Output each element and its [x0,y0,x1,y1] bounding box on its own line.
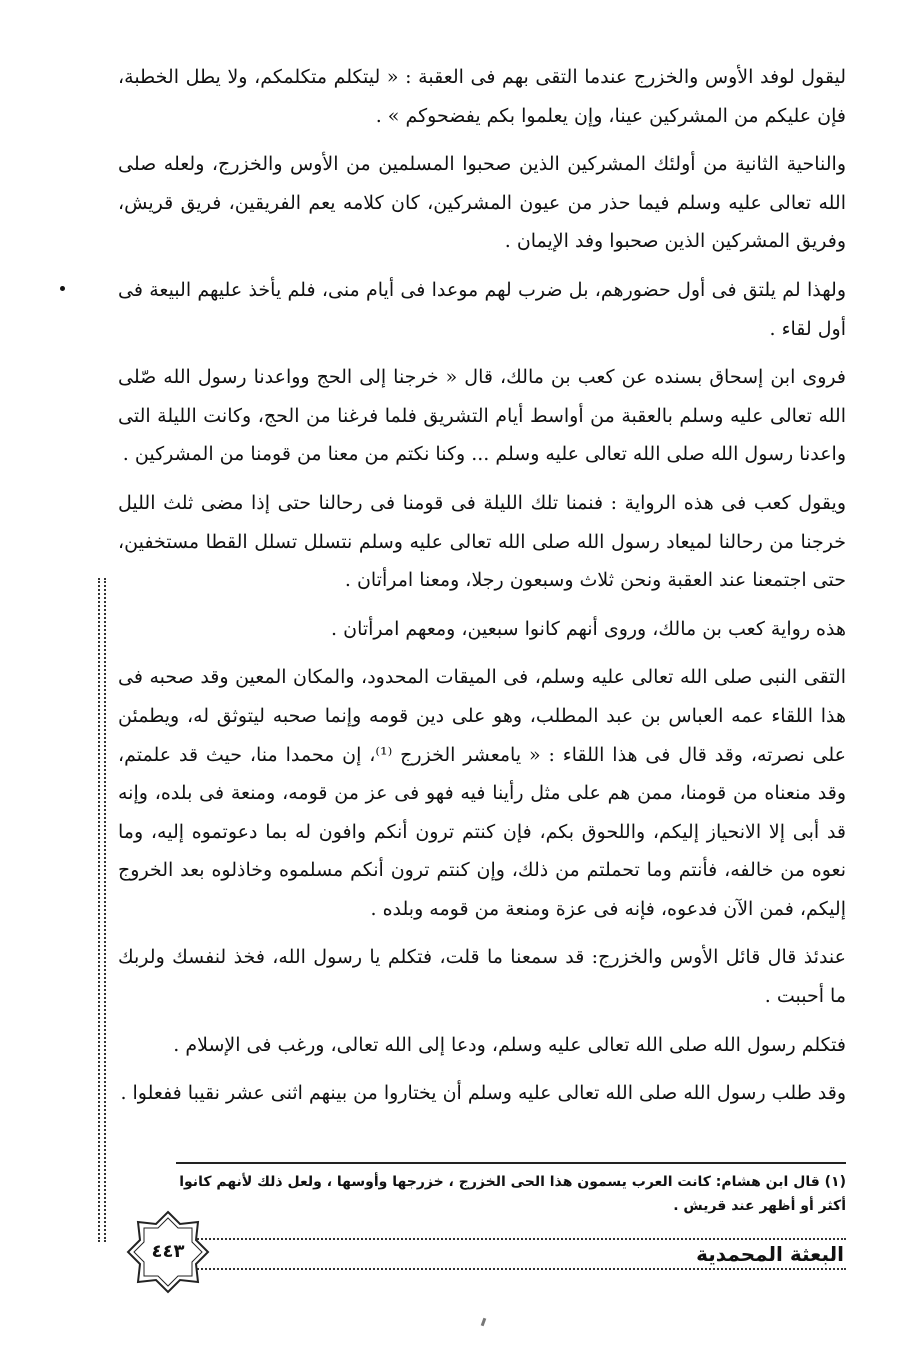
paragraph: فتكلم رسول الله صلى الله تعالى عليه وسلم، ودعا إلى الله تعالى، ورغب فى الإسلام . [173,1033,846,1056]
paragraph: ويقول كعب فى هذه الرواية : فنمنا تلك الليلة فى قومنا فى رحالنا حتى إذا مضى ثلث الليل خرجنا من رحالنا لميعاد رسول الله صلى الله تعالى عليه وسلم نتسلل تسلل القطا مستخفين، حتى اجتمعنا عند العقبة ونحن ثلاث وسبعون رجلا، ومعنا امرأتان . [118,491,846,592]
stray-ink-mark [481,1318,487,1327]
body-text [118,58,846,1123]
paragraph: هذه رواية كعب بن مالك، وروى أنهم كانوا سبعين، ومعهم امرأتان . [331,617,846,640]
paragraph: ليقول لوفد الأوس والخزرج عندما التقى بهم فى العقبة : « ليتكلم متكلمكم، ولا يطل الخطبة، فإن عليكم من المشركين عينا، وإن يعلموا بكم يفضحوكم » . [118,66,846,127]
paragraph: التقى النبى صلى الله تعالى عليه وسلم، فى الميقات المحدود، والمكان المعين وقد صحبه فى هذا اللقاء عمه العباس بن عبد المطلب، وهو على دين قومه وإنما صحبه ليتوثق له، ويطمئن على نصرته، وقد قال فى هذا اللقاء : « يامعشر الخزرج ⁽¹⁾، إن محمدا منا، حيث قد علمتم، وقد منعناه من قومنا، ممن هم على مثل رأينا فيه فهو فى عز من قومه، ومنعة فى بلده، وإنه قد أبى إلا الانحياز إليكم، واللحوق بكم، فإن كنتم ترون أنكم وافون له بما دعوتموه إليه، وما نعوه من خالفه، فأنتم وما تحملتم من ذلك، وإن كنتم ترون أنكم مسلموه وخاذلوه بعد الخروج إليكم، فمن الآن فدعوه، فإنه فى عزة ومنعة من قومه وبلده . [118,666,846,920]
footer-divider-bottom [194,1268,846,1270]
paragraph: ولهذا لم يلتق فى أول حضورهم، بل ضرب لهم موعدا فى أيام منى، فلم يأخذ عليهم البيعة فى أول لقاء . [118,278,846,340]
footnote-divider [176,1162,846,1164]
stray-ink-dot [60,286,65,291]
footnote: (١) قال ابن هشام: كانت العرب يسمون هذا الحى الخزرج ، خزرجها وأوسها ، ولعل ذلك لأنهم كانوا أكثر أو أظهر عند قريش . [179,1174,846,1214]
paragraph: عندئذ قال قائل الأوس والخزرج: قد سمعنا ما قلت، فتكلم يا رسول الله، فخذ لنفسك ولربك ما أحببت . [118,946,846,1008]
paragraph: فروى ابن إسحاق بسنده عن كعب بن مالك، قال « خرجنا إلى الحج وواعدنا رسول الله صّلى الله تعالى عليه وسلم بالعقبة من أواسط أيام التشريق فلما فرغنا من الحج، وكانت الليلة التى واعدنا رسول الله صلى الله تعالى عليه وسلم ... وكنا نكتم من معنا من قومنا من المشركين . [118,366,846,466]
paragraph: وقد طلب رسول الله صلى الله تعالى عليه وسلم أن يختاروا من بينهم اثنى عشر نقيبا ففعلوا . [120,1082,846,1105]
paragraph: والناحية الثانية من أولئك المشركين الذين صحبوا المسلمين من الأوس والخزرج، ولعله صلى الله تعالى عليه وسلم فيما حذر من عيون المشركين، كان كلامه يعم الفريقين، فريق قريش، وفريق المشركين الذين صحبوا وفد الإيمان . [118,153,846,253]
side-decorative-border [98,578,106,1242]
book-title: البعثة المحمدية [696,1242,844,1266]
page-number: ٤٤٣ [151,1241,185,1262]
